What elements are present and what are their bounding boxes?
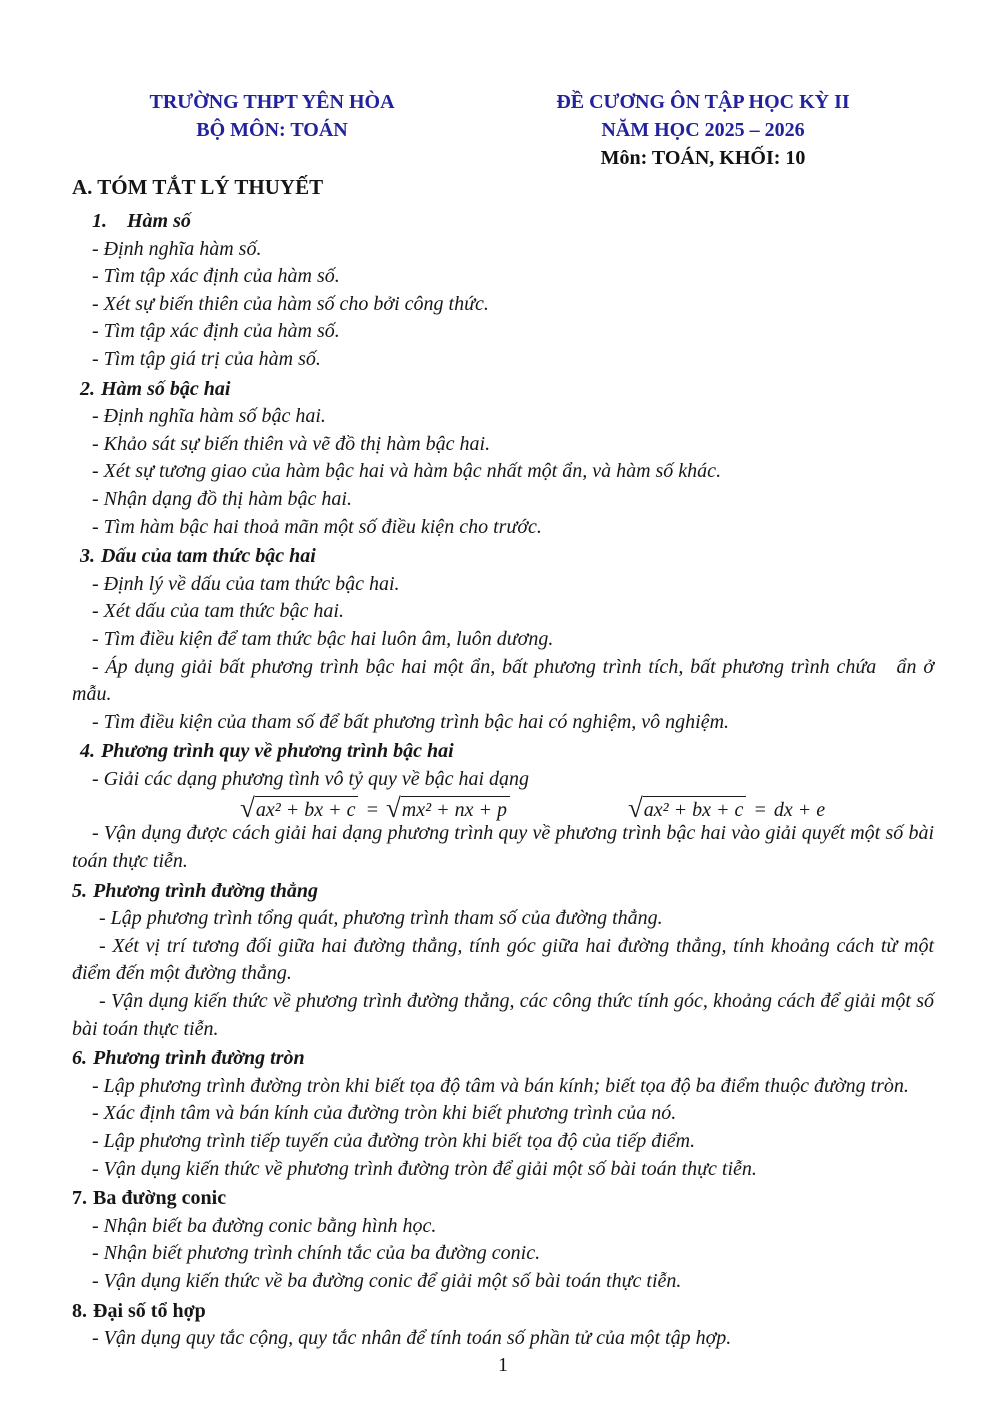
list-item: - Khảo sát sự biến thiên và vẽ đồ thị hàm bậc hai. bbox=[92, 432, 491, 455]
sqrt-equation-2 bbox=[627, 793, 826, 824]
equals-sign: = bbox=[365, 799, 379, 822]
section-number: 2. bbox=[80, 377, 95, 400]
list-item: - Nhận dạng đồ thị hàm bậc hai. bbox=[92, 487, 352, 510]
list-item: - Tìm tập xác định của hàm số. bbox=[92, 265, 340, 288]
equals-sign: = bbox=[753, 799, 767, 822]
section-title bbox=[80, 738, 934, 766]
section-number: 8. bbox=[72, 1299, 87, 1322]
section-title bbox=[72, 1045, 934, 1073]
list-item: - Lập phương trình đường tròn khi biết tọa độ tâm và bán kính; biết tọa độ ba điểm thuộc đường tròn. bbox=[92, 1074, 909, 1097]
section-number: 4. bbox=[80, 740, 95, 763]
section-title-text: Phương trình đường tròn bbox=[93, 1047, 305, 1070]
list-item: - Tìm điều kiện để tam thức bậc hai luôn âm, luôn dương. bbox=[92, 627, 554, 650]
list-item: - Lập phương trình tổng quát, phương trình tham số của đường thẳng. bbox=[99, 907, 663, 930]
list-item: - Xác định tâm và bán kính của đường tròn khi biết phương trình của nó. bbox=[92, 1102, 677, 1125]
section-title bbox=[92, 208, 934, 236]
section-title bbox=[72, 1185, 934, 1213]
right-hand-side: dx + e bbox=[773, 799, 826, 822]
department-name: BỘ MÔN: TOÁN bbox=[196, 119, 348, 141]
list-item: - Nhận biết phương trình chính tắc của ba đường conic. bbox=[92, 1242, 541, 1265]
subject-line: Môn: TOÁN, KHỐI: 10 bbox=[600, 147, 806, 169]
section-title-text: Hàm số bậc hai bbox=[101, 377, 231, 400]
radical-sign: √ bbox=[240, 793, 255, 824]
radicand-right: mx² + nx + p bbox=[401, 796, 510, 820]
document-header bbox=[72, 88, 934, 172]
list-item: - Tìm điều kiện của tham số để bất phương trình bậc hai có nghiệm, vô nghiệm. bbox=[92, 710, 730, 733]
list-item: - Giải các dạng phương tình vô tỷ quy về bậc hai dạng bbox=[92, 767, 530, 790]
list-item: - Định nghĩa hàm số. bbox=[92, 237, 262, 260]
radicand-left: ax² + bx + c bbox=[255, 796, 359, 820]
list-item: - Xét sự tương giao của hàm bậc hai và hàm bậc nhất một ẩn, và hàm số khác. bbox=[92, 460, 722, 483]
list-item: - Lập phương trình tiếp tuyến của đường tròn khi biết tọa độ của tiếp điểm. bbox=[92, 1130, 696, 1152]
radical-sign: √ bbox=[627, 793, 643, 824]
list-item: - Tìm tập giá trị của hàm số. bbox=[92, 347, 321, 370]
section-title bbox=[72, 1298, 934, 1326]
radicand-left: ax² + bx + c bbox=[643, 796, 747, 820]
section-number: 1. bbox=[92, 210, 107, 232]
list-item: - Xét dấu của tam thức bậc hai. bbox=[92, 600, 344, 623]
list-item: - Vận dụng được cách giải hai dạng phương trình quy về phương trình bậc hai vào giải quyết một số bài toán thực tiễn. bbox=[72, 822, 934, 873]
section-number: 6. bbox=[72, 1047, 87, 1070]
section-title-text: Phương trình đường thẳng bbox=[93, 879, 318, 902]
section-title-text: Hàm số bbox=[127, 210, 191, 232]
sqrt-equation-1 bbox=[240, 793, 510, 824]
section-title bbox=[80, 376, 934, 404]
page-number: 1 bbox=[498, 1353, 508, 1376]
doc-title-line1: ĐỀ CƯƠNG ÔN TẬP HỌC KỲ II bbox=[556, 91, 850, 113]
list-item: - Xét vị trí tương đối giữa hai đường thẳng, tính góc giữa hai đường thẳng, tính khoảng cách từ một điểm đến một đường thẳng. bbox=[72, 934, 934, 985]
list-item: - Vận dụng kiến thức về phương trình đường thẳng, các công thức tính góc, khoảng cách để giải một số bài toán thực tiễn. bbox=[72, 990, 934, 1040]
header-right-block bbox=[472, 88, 934, 172]
list-item: - Tìm tập xác định của hàm số. bbox=[92, 320, 340, 343]
section-title-text: Phương trình quy về phương trình bậc hai bbox=[101, 740, 454, 763]
section-title-text: Đại số tổ hợp bbox=[93, 1299, 206, 1322]
formula-row bbox=[240, 793, 934, 824]
section-title-text: Ba đường conic bbox=[93, 1187, 227, 1210]
section-number: 3. bbox=[80, 545, 95, 568]
section-number: 7. bbox=[72, 1187, 87, 1210]
list-item: - Vận dụng quy tắc cộng, quy tắc nhân để tính toán số phần tử của một tập hợp. bbox=[92, 1327, 732, 1350]
section-number: 5. bbox=[72, 879, 87, 902]
list-item: - Áp dụng giải bất phương trình bậc hai một ẩn, bất phương trình tích, bất phương trình chứa ẩn ở mẫu. bbox=[72, 655, 934, 706]
section-title bbox=[80, 543, 934, 571]
list-item: - Vận dụng kiến thức về phương trình đường tròn để giải một số bài toán thực tiễn. bbox=[92, 1157, 757, 1180]
radical-sign: √ bbox=[385, 793, 401, 824]
school-name: TRƯỜNG THPT YÊN HÒA bbox=[149, 91, 395, 113]
section-title-text: Dấu của tam thức bậc hai bbox=[101, 545, 316, 568]
list-item: - Nhận biết ba đường conic bằng hình học. bbox=[92, 1214, 437, 1237]
list-item: - Xét sự biến thiên của hàm số cho bởi công thức. bbox=[92, 292, 489, 315]
list-item: - Định nghĩa hàm số bậc hai. bbox=[92, 405, 326, 428]
list-item: - Vận dụng kiến thức về ba đường conic để giải một số bài toán thực tiễn. bbox=[92, 1269, 682, 1292]
list-item: - Định lý về dấu của tam thức bậc hai. bbox=[92, 572, 400, 595]
list-item: - Tìm hàm bậc hai thoả mãn một số điều kiện cho trước. bbox=[92, 515, 542, 538]
part-a-heading: A. TÓM TẮT LÝ THUYẾT bbox=[72, 175, 324, 199]
doc-title-line2: NĂM HỌC 2025 – 2026 bbox=[601, 119, 805, 141]
header-left-block bbox=[72, 88, 472, 172]
section-title bbox=[72, 878, 934, 906]
